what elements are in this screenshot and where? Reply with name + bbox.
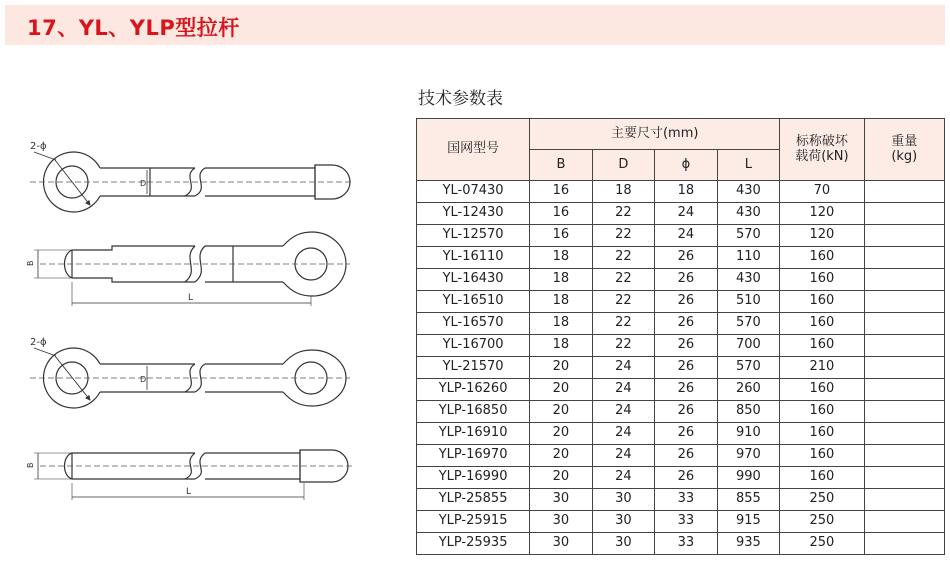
cell-load: 160 (780, 335, 864, 357)
table-row (417, 291, 945, 313)
cell-load: 160 (780, 467, 864, 489)
cell-load: 120 (780, 225, 864, 247)
cell-load: 160 (780, 313, 864, 335)
cell-b: 18 (530, 313, 592, 335)
cell-weight (864, 533, 944, 555)
header-load-line2: 载荷(kN) (795, 148, 849, 164)
cell-l: 430 (717, 181, 780, 203)
cell-model: YLP-16970 (417, 445, 530, 467)
header-weight-line1: 重量 (891, 133, 918, 149)
cell-l: 990 (717, 467, 780, 489)
cell-phi: 33 (655, 533, 717, 555)
cell-b: 30 (530, 533, 592, 555)
cell-phi: 26 (655, 335, 717, 357)
d-label-1: D (140, 179, 147, 188)
header-weight (864, 119, 944, 181)
cell-load: 250 (780, 489, 864, 511)
cell-weight (864, 291, 944, 313)
cell-model: YLP-25915 (417, 511, 530, 533)
cell-phi: 26 (655, 423, 717, 445)
table-row (417, 181, 945, 203)
cell-b: 20 (530, 445, 592, 467)
cell-weight (864, 181, 944, 203)
table-row (417, 269, 945, 291)
cell-l: 855 (717, 489, 780, 511)
cell-load: 160 (780, 379, 864, 401)
cell-weight (864, 357, 944, 379)
cell-d: 24 (592, 379, 654, 401)
table-row (417, 445, 945, 467)
cell-b: 20 (530, 401, 592, 423)
cell-phi: 18 (655, 181, 717, 203)
cell-b: 18 (530, 335, 592, 357)
cell-weight (864, 313, 944, 335)
cell-phi: 26 (655, 445, 717, 467)
cell-model: YL-16430 (417, 269, 530, 291)
cell-d: 24 (592, 445, 654, 467)
l-label-2: L (186, 487, 192, 497)
spec-table (416, 118, 945, 555)
b-label-1: B (26, 260, 35, 266)
cell-model: YL-16510 (417, 291, 530, 313)
table-row (417, 335, 945, 357)
hole-diameter-label-2: 2-ϕ (30, 337, 47, 348)
header-model: 国网型号 (417, 119, 530, 181)
cell-b: 20 (530, 423, 592, 445)
cell-weight (864, 269, 944, 291)
cell-phi: 26 (655, 247, 717, 269)
spec-table-body (417, 181, 945, 555)
cell-d: 22 (592, 313, 654, 335)
cell-d: 22 (592, 225, 654, 247)
cell-phi: 24 (655, 203, 717, 225)
cell-d: 22 (592, 291, 654, 313)
cell-weight (864, 401, 944, 423)
cell-d: 24 (592, 467, 654, 489)
table-row (417, 203, 945, 225)
cell-load: 160 (780, 247, 864, 269)
cell-d: 22 (592, 247, 654, 269)
cell-model: YLP-16850 (417, 401, 530, 423)
cell-l: 570 (717, 313, 780, 335)
cell-model: YL-16570 (417, 313, 530, 335)
cell-d: 22 (592, 203, 654, 225)
cell-b: 16 (530, 225, 592, 247)
cell-load: 250 (780, 511, 864, 533)
cell-l: 910 (717, 423, 780, 445)
header-d: D (592, 150, 654, 181)
header-phi: ϕ (655, 150, 717, 181)
technical-drawings (0, 0, 410, 563)
cell-model: YLP-16990 (417, 467, 530, 489)
cell-model: YL-07430 (417, 181, 530, 203)
cell-l: 970 (717, 445, 780, 467)
cell-weight (864, 247, 944, 269)
cell-weight (864, 489, 944, 511)
cell-b: 18 (530, 269, 592, 291)
header-weight-line2: (kg) (891, 148, 918, 164)
cell-d: 30 (592, 533, 654, 555)
cell-b: 20 (530, 379, 592, 401)
table-row (417, 467, 945, 489)
cell-d: 30 (592, 511, 654, 533)
cell-l: 700 (717, 335, 780, 357)
cell-l: 915 (717, 511, 780, 533)
cell-phi: 26 (655, 379, 717, 401)
cell-b: 18 (530, 291, 592, 313)
cell-l: 260 (717, 379, 780, 401)
cell-b: 30 (530, 511, 592, 533)
cell-d: 18 (592, 181, 654, 203)
cell-l: 935 (717, 533, 780, 555)
cell-model: YL-12570 (417, 225, 530, 247)
cell-phi: 33 (655, 511, 717, 533)
header-load-line1: 标称破坏 (795, 133, 848, 149)
cell-model: YLP-25935 (417, 533, 530, 555)
page-title: 17、YL、YLP型拉杆 (27, 16, 240, 40)
cell-phi: 26 (655, 401, 717, 423)
cell-model: YL-12430 (417, 203, 530, 225)
cell-phi: 26 (655, 357, 717, 379)
cell-b: 20 (530, 467, 592, 489)
table-row (417, 423, 945, 445)
cell-weight (864, 203, 944, 225)
cell-weight (864, 225, 944, 247)
cell-b: 20 (530, 357, 592, 379)
table-row (417, 533, 945, 555)
hole-diameter-label-1: 2-ϕ (30, 141, 47, 152)
cell-model: YLP-16910 (417, 423, 530, 445)
cell-model: YL-16110 (417, 247, 530, 269)
cell-d: 24 (592, 401, 654, 423)
cell-weight (864, 335, 944, 357)
cell-load: 160 (780, 423, 864, 445)
cell-weight (864, 445, 944, 467)
cell-load: 160 (780, 269, 864, 291)
cell-load: 70 (780, 181, 864, 203)
cell-load: 120 (780, 203, 864, 225)
cell-phi: 26 (655, 291, 717, 313)
header-dimensions: 主要尺寸(mm) (530, 119, 780, 150)
cell-phi: 26 (655, 269, 717, 291)
cell-load: 250 (780, 533, 864, 555)
header-l: L (717, 150, 780, 181)
cell-b: 16 (530, 203, 592, 225)
cell-b: 30 (530, 489, 592, 511)
cell-model: YLP-25855 (417, 489, 530, 511)
table-row (417, 357, 945, 379)
cell-b: 16 (530, 181, 592, 203)
cell-phi: 24 (655, 225, 717, 247)
table-row (417, 313, 945, 335)
cell-d: 22 (592, 269, 654, 291)
table-row (417, 379, 945, 401)
cell-phi: 33 (655, 489, 717, 511)
table-row (417, 401, 945, 423)
header-load (780, 119, 864, 181)
cell-l: 510 (717, 291, 780, 313)
cell-load: 160 (780, 291, 864, 313)
b-label-2: B (26, 462, 35, 468)
table-row (417, 225, 945, 247)
cell-d: 24 (592, 423, 654, 445)
cell-load: 160 (780, 445, 864, 467)
l-label-1: L (188, 293, 194, 303)
cell-load: 210 (780, 357, 864, 379)
cell-l: 110 (717, 247, 780, 269)
cell-model: YLP-16260 (417, 379, 530, 401)
cell-weight (864, 379, 944, 401)
cell-weight (864, 467, 944, 489)
table-row (417, 489, 945, 511)
cell-l: 570 (717, 357, 780, 379)
table-row (417, 247, 945, 269)
cell-b: 18 (530, 247, 592, 269)
header-b: B (530, 150, 592, 181)
cell-weight (864, 511, 944, 533)
d-label-2: D (140, 375, 147, 384)
cell-load: 160 (780, 401, 864, 423)
cell-d: 22 (592, 335, 654, 357)
cell-model: YL-21570 (417, 357, 530, 379)
cell-phi: 26 (655, 313, 717, 335)
cell-phi: 26 (655, 467, 717, 489)
cell-model: YL-16700 (417, 335, 530, 357)
table-caption: 技术参数表 (418, 89, 503, 109)
cell-l: 430 (717, 269, 780, 291)
cell-d: 24 (592, 357, 654, 379)
cell-d: 30 (592, 489, 654, 511)
cell-weight (864, 423, 944, 445)
cell-l: 850 (717, 401, 780, 423)
cell-l: 430 (717, 203, 780, 225)
table-row (417, 511, 945, 533)
cell-l: 570 (717, 225, 780, 247)
